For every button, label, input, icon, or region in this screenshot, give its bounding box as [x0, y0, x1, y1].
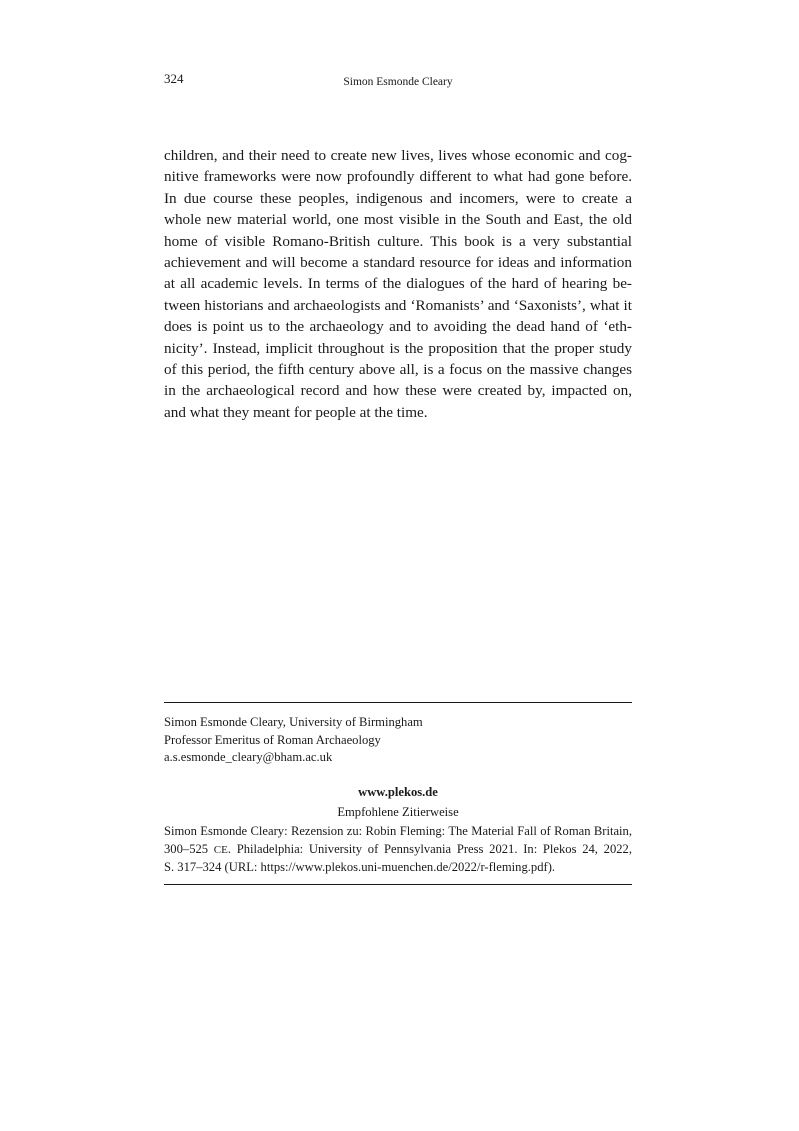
citation-heading: Empfohlene Zitierweise	[337, 805, 459, 819]
body-line: nicity’. Instead, implicit throughout is the proposition that the proper study	[164, 339, 632, 357]
body-line: nitive frameworks were now profoundly different to what had gone before.	[164, 168, 632, 186]
citation-text: 300–525	[164, 842, 214, 856]
body-line: whole new material world, one most visible in the South and East, the old	[164, 211, 632, 229]
body-line: In due course these peoples, indigenous and incomers, were to create a	[164, 189, 632, 207]
body-line: in the archaeological record and how these were created by, impacted on,	[164, 382, 632, 400]
body-line: of this period, the fifth century above all, is a focus on the massive changes	[164, 360, 632, 378]
body-line: achievement and will become a standard resource for ideas and information	[164, 253, 632, 271]
body-line: and what they meant for people at the time.	[164, 403, 428, 421]
body-line: at all academic levels. In terms of the dialogues of the hard of hearing be-	[164, 275, 632, 293]
body-line: does is point us to the archaeology and to avoiding the dead hand of ‘eth-	[164, 318, 632, 336]
running-head: Simon Esmonde Cleary	[343, 76, 453, 88]
body-line: tween historians and archaeologists and ‘Romanists’ and ‘Saxonists’, what it	[164, 296, 632, 314]
body-paragraph	[164, 145, 632, 423]
citation-line	[164, 840, 632, 858]
author-name-affiliation: Simon Esmonde Cleary, University of Birmingham	[164, 715, 423, 729]
page-number: 324	[164, 71, 184, 86]
citation-text: . Philadelphia: University of Pennsylvania Press 2021. In: Plekos 24, 2022,	[227, 842, 632, 856]
author-title: Professor Emeritus of Roman Archaeology	[164, 732, 381, 747]
author-block	[164, 714, 632, 767]
top-divider	[164, 702, 632, 703]
author-email[interactable]: a.s.esmonde_cleary@bham.ac.uk	[164, 750, 333, 765]
citation-era: CE	[213, 844, 228, 856]
citation-block	[164, 822, 632, 876]
site-link[interactable]: www.plekos.de	[358, 785, 438, 799]
body-line: home of visible Romano-British culture. This book is a very substantial	[164, 232, 632, 250]
bottom-divider	[164, 884, 632, 885]
citation-line: S. 317–324 (URL: https://www.plekos.uni-muenchen.de/2022/r-fleming.pdf).	[164, 860, 556, 874]
citation-line: Simon Esmonde Cleary: Rezension zu: Robin Fleming: The Material Fall of Roman Britain,	[164, 824, 632, 838]
body-line: children, and their need to create new lives, lives whose economic and cog-	[164, 147, 632, 164]
